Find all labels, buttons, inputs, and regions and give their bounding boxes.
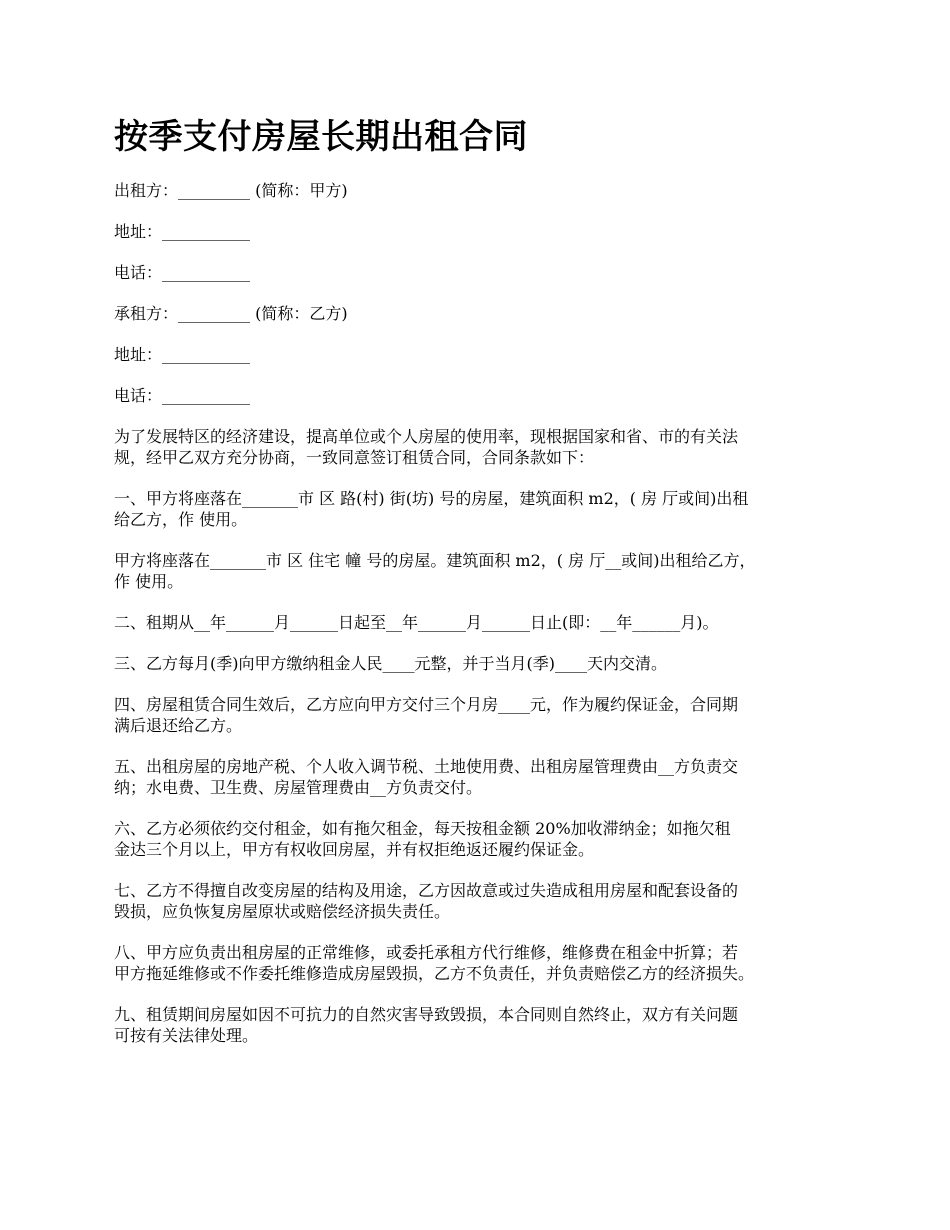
paragraph-line: 九、租赁期间房屋如因不可抗力的自然灾害导致毁损，本合同则自然终止，双方有关问题 <box>114 1005 739 1024</box>
paragraph-line: 毁损，应负恢复房屋原状或赔偿经济损失责任。 <box>114 902 451 921</box>
clause-4 <box>114 694 854 736</box>
paragraph-line: 规，经甲乙双方充分协商，一致同意签订租赁合同，合同条款如下： <box>114 448 595 467</box>
paragraph-line: 甲方将座落在_______市 区 住宅 幢 号的房屋。建筑面积 m2，( 房 厅__或间)出租给乙方， <box>114 551 756 570</box>
paragraph-line: 五、出租房屋的房地产税、个人收入调节税、土地使用费、出租房屋管理费由__方负责交 <box>114 757 739 776</box>
clause-1 <box>114 488 854 530</box>
paragraph-line: 八、甲方应负责出租房屋的正常维修，或委托承租方代行维修，维修费在租金中折算；若 <box>114 943 739 962</box>
clause-5 <box>114 756 854 798</box>
paragraph-line: 为了发展特区的经济建设，提高单位或个人房屋的使用率，现根据国家和省、市的有关法 <box>114 427 739 446</box>
paragraph-line: 四、房屋租赁合同生效后，乙方应向甲方交付三个月房____元，作为履约保证金，合同期 <box>114 695 739 714</box>
paragraph-line: 金达三个月以上，甲方有权收回房屋，并有权拒绝返还履约保证金。 <box>114 840 595 859</box>
intro-paragraph <box>114 426 854 468</box>
clause-7 <box>114 880 854 922</box>
clause-9 <box>114 1004 854 1046</box>
paragraph-line: 七、乙方不得擅自改变房屋的结构及用途，乙方因故意或过失造成租用房屋和配套设备的 <box>114 881 739 900</box>
paragraph-line: 可按有关法律处理。 <box>114 1026 259 1045</box>
paragraph-line: 一、甲方将座落在_______市 区 路(村) 街(坊) 号的房屋，建筑面积 m2，( 房 厅或间)出租 <box>114 489 749 508</box>
lessee-phone-field: 电话：___________ <box>114 386 251 405</box>
lessee-field: 承租方：_________ (简称：乙方) <box>114 304 348 323</box>
paragraph-line: 六、乙方必须依约交付租金，如有拖欠租金，每天按租金额 20%加收滞纳金；如拖欠租 <box>114 819 731 838</box>
paragraph-line: 满后退还给乙方。 <box>114 716 243 735</box>
clause-2 <box>114 612 854 633</box>
clause-1b <box>114 550 854 592</box>
paragraph-line: 作 使用。 <box>114 572 184 591</box>
lessor-phone-field: 电话：___________ <box>114 263 251 282</box>
paragraph-line: 三、乙方每月(季)向甲方缴纳租金人民____元整，并于当月(季)____天内交清。 <box>114 654 667 673</box>
paragraph-line: 纳；水电费、卫生费、房屋管理费由__方负责交付。 <box>114 778 483 797</box>
paragraph-line: 甲方拖延维修或不作委托维修造成房屋毁损，乙方不负责任，并负责赔偿乙方的经济损失。 <box>114 964 755 983</box>
lessor-field: 出租方：_________ (简称：甲方) <box>114 181 348 200</box>
lessor-address-field: 地址：___________ <box>114 222 251 241</box>
lessee-address-field: 地址：___________ <box>114 345 251 364</box>
clause-8 <box>114 942 854 984</box>
document-page <box>114 112 854 1066</box>
clause-6 <box>114 818 854 860</box>
clause-3 <box>114 653 854 674</box>
paragraph-line: 二、租期从__年______月______日起至__年______月______日止(即：__年______月)。 <box>114 613 719 632</box>
document-title: 按季支付房屋长期出租合同 <box>114 117 528 157</box>
paragraph-line: 给乙方，作 使用。 <box>114 510 248 529</box>
